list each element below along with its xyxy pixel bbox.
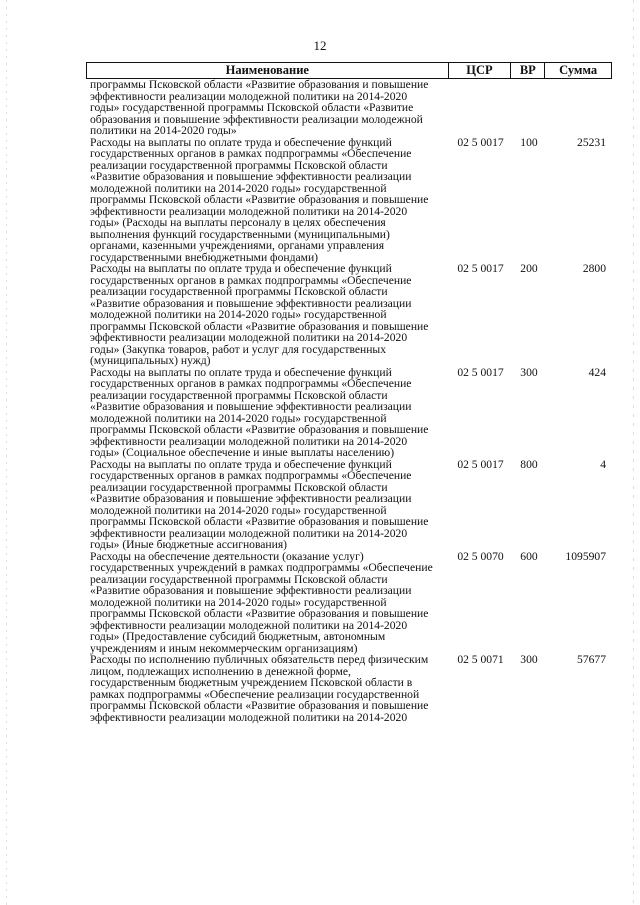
row-vr: 100: [520, 135, 538, 149]
row-name-line: эффективности реализации молодежной политики на 2014-2020: [90, 526, 408, 540]
row-name-line: программы Псковской области «Развитие образования и повышение: [90, 78, 429, 91]
table-row: [86, 79, 612, 137]
row-name-line: государственными внебюджетными фондами): [90, 250, 319, 264]
row-csr: 02 5 0071: [457, 653, 504, 666]
row-name-line: Расходы по исполнению публичных обязательств перед физическим: [90, 653, 429, 666]
row-name: [86, 137, 449, 264]
row-name-line: годы» (Расходы на выплаты персоналу в целях обеспечения: [90, 216, 386, 229]
row-name: [86, 263, 449, 367]
row-name-line: выполнения функций государственными (муниципальными): [90, 227, 390, 241]
table-row: [86, 459, 612, 551]
scan-edge-left: [6, 0, 7, 905]
row-name-line: эффективности реализации молодежной политики на 2014-2020: [90, 618, 408, 632]
row-name-line: государственных учреждений в рамках подпрограммы «Обеспечение: [90, 561, 433, 574]
row-name-line: «Развитие образования и повышение эффективности реализации: [90, 584, 412, 597]
row-name-line: программы Псковской области «Развитие образования и повышение: [90, 515, 429, 528]
row-name-line: годы» (Социальное обеспечение и иные выплаты населению): [90, 446, 395, 459]
row-name-line: учреждениям и иным некоммерческим организациям): [90, 641, 358, 655]
row-name-line: годы» (Предоставление субсидий бюджетным, автономным: [90, 630, 386, 643]
row-name-line: программы Псковской области «Развитие образования и повышение: [90, 319, 429, 333]
row-vr: 200: [520, 262, 538, 275]
row-name: [86, 79, 449, 137]
row-name-line: государственных органов в рамках подпрограммы «Обеспечение: [90, 273, 412, 287]
row-vr: 600: [520, 549, 538, 563]
row-name-line: молодежной политики на 2014-2020 годы» государственной: [90, 308, 387, 321]
row-name-line: образования и повышение эффективности реализации молодежной: [90, 112, 423, 126]
header-vr: ВР: [511, 63, 545, 78]
table-row: [86, 654, 612, 723]
row-csr: [449, 79, 512, 137]
row-name: [86, 459, 449, 551]
header-sum: Сумма: [559, 63, 598, 77]
row-csr: 02 5 0017: [457, 457, 504, 471]
row-name-line: эффективности реализации молодежной политики на 2014-2020: [90, 434, 408, 448]
row-csr: 02 5 0070: [457, 549, 504, 563]
row-name-line: «Развитие образования и повышение эффективности реализации: [90, 400, 412, 413]
row-name-line: «Развитие образования и повышение эффективности реализации: [90, 492, 412, 505]
page-number: 12: [313, 38, 327, 53]
row-name-line: Расходы на выплаты по оплате труда и обеспечение функций: [90, 365, 392, 379]
row-name-line: программы Псковской области «Развитие образования и повышение: [90, 193, 429, 206]
row-name-line: лицом, подлежащих исполнению в денежной форме,: [90, 664, 351, 678]
row-name-line: реализации государственной программы Псковской области: [90, 158, 388, 172]
row-name-line: рамках подпрограммы «Обеспечение реализации государственной: [90, 687, 420, 701]
row-name-line: программы Псковской области «Развитие образования и повышение: [90, 607, 429, 620]
row-name-line: «Развитие образования и повышение эффективности реализации: [90, 170, 412, 183]
row-name-line: программы Псковской области «Развитие образования и повышение: [90, 699, 429, 712]
row-name-line: молодежной политики на 2014-2020 годы» государственной: [90, 181, 387, 195]
row-name-line: государственных органов в рамках подпрограммы «Обеспечение: [90, 377, 412, 390]
row-name-line: (муниципальных) нужд): [90, 354, 211, 367]
row-sum: [546, 79, 612, 137]
row-sum: 57677: [577, 653, 606, 666]
row-name-line: «Развитие образования и повышение эффективности реализации: [90, 296, 412, 310]
table-row: [86, 367, 612, 459]
row-csr: 02 5 0017: [457, 365, 504, 379]
row-name-line: реализации государственной программы Псковской области: [90, 285, 388, 298]
table-row: [86, 551, 612, 655]
row-name-line: государственных органов в рамках подпрограммы «Обеспечение: [90, 147, 412, 160]
row-vr: [512, 79, 546, 137]
row-name-line: Расходы на обеспечение деятельности (оказание услуг): [90, 549, 364, 563]
row-sum: 25231: [577, 135, 606, 149]
row-name-line: годы» (Закупка товаров, работ и услуг для государственных: [90, 342, 387, 356]
row-name-line: государственным бюджетным учреждением Псковской области в: [90, 676, 413, 689]
table-body: [86, 79, 612, 723]
row-name-line: Расходы на выплаты по оплате труда и обеспечение функций: [90, 135, 392, 149]
table-row: [86, 137, 612, 264]
row-name-line: молодежной политики на 2014-2020 годы» государственной: [90, 503, 387, 517]
budget-table: [86, 62, 612, 723]
row-name-line: политики на 2014-2020 годы»: [90, 124, 237, 137]
scan-edge-right: [633, 0, 634, 905]
row-name-line: молодежной политики на 2014-2020 годы» государственной: [90, 411, 387, 425]
row-name-line: программы Псковской области «Развитие образования и повышение: [90, 423, 429, 436]
row-name-line: эффективности реализации молодежной политики на 2014-2020: [90, 204, 408, 218]
row-name-line: реализации государственной программы Псковской области: [90, 572, 388, 586]
table-row: [86, 263, 612, 367]
row-sum: 1095907: [565, 549, 606, 563]
row-vr: 800: [520, 457, 538, 471]
row-name-line: эффективности реализации молодежной политики на 2014-2020: [90, 710, 408, 724]
row-name: [86, 367, 449, 459]
header-name: Наименование: [87, 63, 449, 78]
row-vr: 300: [520, 365, 538, 379]
row-vr: 300: [520, 653, 538, 666]
row-name-line: Расходы на выплаты по оплате труда и обеспечение функций: [90, 262, 392, 275]
row-sum: 2800: [582, 262, 606, 275]
row-sum: 424: [588, 365, 606, 379]
row-name-line: годы» государственной программы Псковской области «Развитие: [90, 101, 414, 114]
row-sum: 4: [600, 457, 606, 471]
row-name-line: эффективности реализации молодежной политики на 2014-2020: [90, 331, 408, 344]
header-csr: ЦСР: [449, 63, 512, 78]
row-name-line: Расходы на выплаты по оплате труда и обеспечение функций: [90, 457, 392, 471]
row-name-line: эффективности реализации молодежной политики на 2014-2020: [90, 89, 408, 103]
table-header: [86, 62, 612, 79]
row-name-line: государственных органов в рамках подпрограммы «Обеспечение: [90, 469, 412, 482]
row-csr: 02 5 0017: [457, 262, 504, 275]
row-csr: 02 5 0017: [457, 135, 504, 149]
row-name-line: молодежной политики на 2014-2020 годы» государственной: [90, 595, 387, 609]
row-name-line: годы» (Иные бюджетные ассигнования): [90, 538, 288, 551]
row-name: [86, 551, 449, 655]
row-name-line: реализации государственной программы Псковской области: [90, 388, 388, 402]
row-name-line: органами, казенными учреждениями, органами управления: [90, 239, 385, 252]
row-name-line: реализации государственной программы Псковской области: [90, 480, 388, 494]
row-name: [86, 654, 449, 723]
